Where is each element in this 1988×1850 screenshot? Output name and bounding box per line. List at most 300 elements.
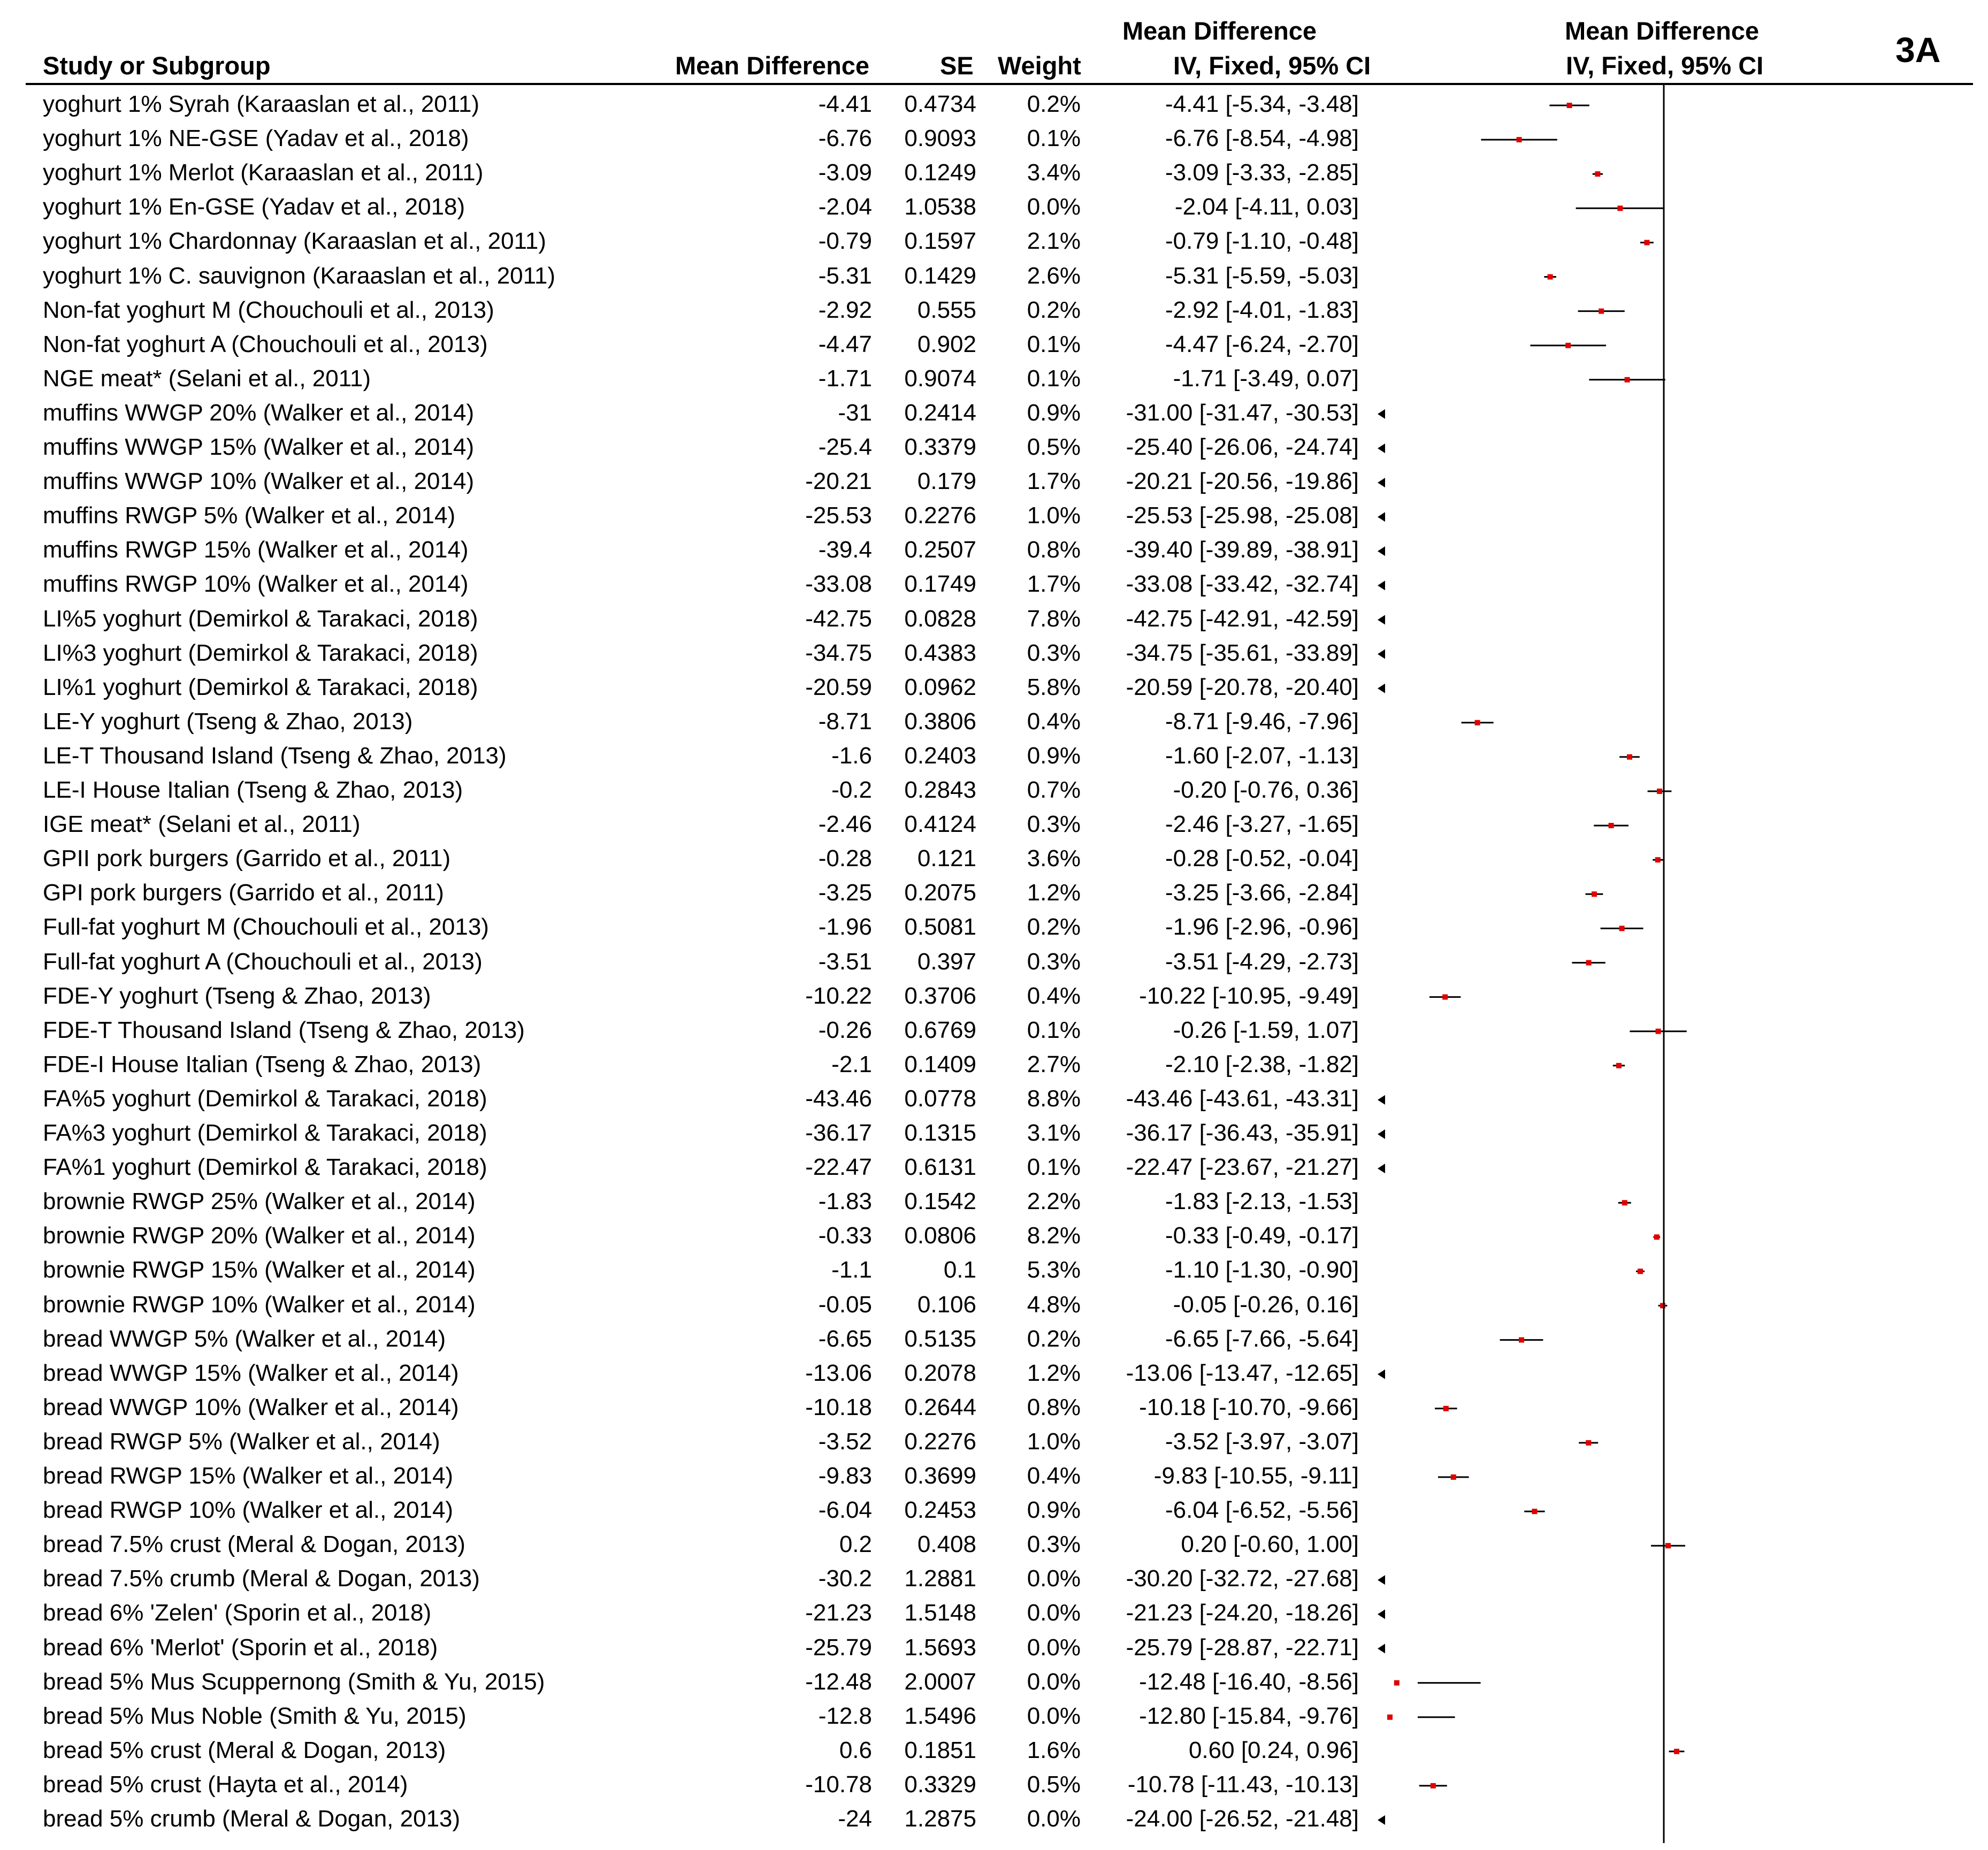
ci-value: -3.25 [-3.66, -2.84] [1165, 880, 1359, 906]
ci-value: -25.79 [-28.87, -22.71] [1126, 1634, 1359, 1661]
point-estimate [1656, 1029, 1661, 1034]
mean-difference-value: -2.92 [818, 296, 872, 323]
study-name: LE-T Thousand Island (Tseng & Zhao, 2013) [43, 742, 507, 769]
point-estimate [1654, 1234, 1660, 1240]
header-weight: Weight [998, 51, 1081, 80]
mean-difference-value: -39.4 [818, 537, 872, 563]
weight-value: 0.3% [1027, 811, 1081, 838]
study-name: LI%3 yoghurt (Demirkol & Tarakaci, 2018) [43, 639, 478, 666]
weight-value: 1.2% [1027, 1359, 1081, 1386]
ci-value: -12.48 [-16.40, -8.56] [1139, 1668, 1359, 1695]
study-name: Non-fat yoghurt A (Chouchouli et al., 2013) [43, 331, 488, 357]
se-value: 0.179 [917, 468, 976, 495]
mean-difference-value: -3.25 [818, 880, 872, 906]
weight-value: 1.0% [1027, 502, 1081, 529]
header-se: SE [940, 51, 974, 80]
ci-value: -21.23 [-24.20, -18.26] [1126, 1600, 1359, 1626]
mean-difference-value: 0.2 [839, 1531, 872, 1558]
se-value: 0.2276 [904, 502, 976, 529]
se-value: 0.1542 [904, 1188, 976, 1215]
study-name: muffins WWGP 10% (Walker et al., 2014) [43, 468, 475, 495]
se-value: 0.1315 [904, 1120, 976, 1146]
point-estimate [1609, 823, 1614, 828]
ci-value: -9.83 [-10.55, -9.11] [1153, 1463, 1359, 1489]
mean-difference-value: -6.76 [818, 125, 872, 152]
point-estimate [1616, 1063, 1622, 1068]
study-name: bread 5% crust (Hayta et al., 2014) [43, 1771, 408, 1798]
se-value: 0.1249 [904, 159, 976, 186]
study-name: bread 5% Mus Noble (Smith & Yu, 2015) [43, 1702, 467, 1729]
mean-difference-value: -20.21 [805, 468, 872, 495]
off-scale-arrow [1378, 1370, 1385, 1379]
study-name: FDE-T Thousand Island (Tseng & Zhao, 2013) [43, 1016, 525, 1043]
mean-difference-value: -1.71 [818, 365, 872, 392]
study-name: brownie RWGP 15% (Walker et al., 2014) [43, 1257, 476, 1283]
mean-difference-value: -8.71 [818, 708, 872, 735]
se-value: 0.902 [917, 331, 976, 357]
mean-difference-value: -0.2 [831, 777, 872, 803]
ci-value: -2.04 [-4.11, 0.03] [1174, 194, 1359, 220]
study-name: yoghurt 1% Merlot (Karaaslan et al., 2011) [43, 159, 484, 186]
weight-value: 0.1% [1027, 1154, 1081, 1181]
study-name: GPII pork burgers (Garrido et al., 2011) [43, 845, 451, 872]
weight-value: 1.0% [1027, 1428, 1081, 1455]
se-value: 0.9093 [904, 125, 976, 152]
se-value: 0.4124 [904, 811, 976, 838]
weight-value: 8.8% [1027, 1085, 1081, 1112]
se-value: 1.2875 [904, 1806, 976, 1832]
weight-value: 0.1% [1027, 331, 1081, 357]
ci-value: -0.33 [-0.49, -0.17] [1165, 1222, 1359, 1249]
se-value: 1.2881 [904, 1565, 976, 1592]
ci-value: -1.83 [-2.13, -1.53] [1165, 1188, 1359, 1215]
weight-value: 4.8% [1027, 1291, 1081, 1318]
weight-value: 0.2% [1027, 914, 1081, 941]
study-name: GPI pork burgers (Garrido et al., 2011) [43, 880, 444, 906]
weight-value: 0.5% [1027, 1771, 1081, 1798]
mean-difference-value: -10.22 [805, 982, 872, 1009]
header-study: Study or Subgroup [43, 51, 271, 80]
weight-value: 0.0% [1027, 194, 1081, 220]
point-estimate [1617, 205, 1623, 211]
ci-value: -6.76 [-8.54, -4.98] [1165, 125, 1359, 152]
mean-difference-value: -36.17 [805, 1120, 872, 1146]
mean-difference-value: -24 [838, 1806, 872, 1832]
weight-value: 1.7% [1027, 468, 1081, 495]
se-value: 0.3329 [904, 1771, 976, 1798]
study-name: FA%1 yoghurt (Demirkol & Tarakaci, 2018) [43, 1154, 487, 1181]
ci-value: -2.92 [-4.01, -1.83] [1165, 296, 1359, 323]
study-name: brownie RWGP 25% (Walker et al., 2014) [43, 1188, 476, 1215]
off-scale-arrow [1378, 1609, 1385, 1619]
off-scale-arrow [1378, 1129, 1385, 1139]
study-name: bread 6% 'Zelen' (Sporin et al., 2018) [43, 1600, 432, 1626]
weight-value: 0.0% [1027, 1565, 1081, 1592]
study-name: bread 7.5% crust (Meral & Dogan, 2013) [43, 1531, 465, 1558]
study-name: FA%5 yoghurt (Demirkol & Tarakaci, 2018) [43, 1085, 487, 1112]
study-name: muffins RWGP 15% (Walker et al., 2014) [43, 537, 469, 563]
se-value: 0.408 [917, 1531, 976, 1558]
se-value: 0.5081 [904, 914, 976, 941]
se-value: 0.106 [917, 1291, 976, 1318]
weight-value: 0.7% [1027, 777, 1081, 803]
weight-value: 5.3% [1027, 1257, 1081, 1283]
point-estimate [1442, 995, 1448, 1000]
ci-value: -24.00 [-26.52, -21.48] [1126, 1806, 1359, 1832]
study-name: FA%3 yoghurt (Demirkol & Tarakaci, 2018) [43, 1120, 487, 1146]
se-value: 0.3379 [904, 434, 976, 460]
study-name: muffins WWGP 20% (Walker et al., 2014) [43, 399, 475, 426]
ci-value: -5.31 [-5.59, -5.03] [1165, 262, 1359, 289]
ci-value: -0.20 [-0.76, 0.36] [1173, 777, 1359, 803]
point-estimate [1586, 1440, 1591, 1446]
point-estimate [1599, 309, 1604, 314]
mean-difference-value: -25.53 [805, 502, 872, 529]
ci-value: -0.26 [-1.59, 1.07] [1173, 1016, 1359, 1043]
mean-difference-value: -22.47 [805, 1154, 872, 1181]
se-value: 0.1749 [904, 571, 976, 598]
mean-difference-value: -6.04 [818, 1497, 872, 1524]
mean-difference-value: -0.26 [818, 1016, 872, 1043]
se-value: 0.3806 [904, 708, 976, 735]
se-value: 0.2276 [904, 1428, 976, 1455]
se-value: 0.2414 [904, 399, 976, 426]
mean-difference-value: -1.96 [818, 914, 872, 941]
mean-difference-value: -2.46 [818, 811, 872, 838]
study-name: bread RWGP 5% (Walker et al., 2014) [43, 1428, 440, 1455]
study-name: bread WWGP 10% (Walker et al., 2014) [43, 1394, 459, 1420]
weight-value: 0.2% [1027, 1325, 1081, 1352]
se-value: 1.5693 [904, 1634, 976, 1661]
weight-value: 0.3% [1027, 639, 1081, 666]
se-value: 0.1597 [904, 228, 976, 255]
ci-value: 0.20 [-0.60, 1.00] [1181, 1531, 1359, 1558]
ci-value: -6.65 [-7.66, -5.64] [1165, 1325, 1359, 1352]
header-mean-difference: Mean Difference [675, 51, 870, 80]
point-estimate [1627, 754, 1632, 760]
header-plot-group: Mean Difference [1565, 17, 1760, 45]
weight-value: 1.7% [1027, 571, 1081, 598]
weight-value: 2.7% [1027, 1051, 1081, 1077]
ci-value: -10.78 [-11.43, -10.13] [1127, 1771, 1359, 1798]
mean-difference-value: -20.59 [805, 674, 872, 700]
se-value: 0.9074 [904, 365, 976, 392]
study-name: bread 5% Mus Scuppernong (Smith & Yu, 2015) [43, 1668, 545, 1695]
se-value: 0.6131 [904, 1154, 976, 1181]
se-value: 0.6769 [904, 1016, 976, 1043]
point-estimate [1519, 1337, 1524, 1343]
point-estimate [1475, 720, 1480, 725]
se-value: 1.5148 [904, 1600, 976, 1626]
ci-value: -1.60 [-2.07, -1.13] [1165, 742, 1359, 769]
study-name: muffins RWGP 5% (Walker et al., 2014) [43, 502, 456, 529]
study-name: Non-fat yoghurt M (Chouchouli et al., 2013) [43, 296, 494, 323]
ci-value: -2.10 [-2.38, -1.82] [1165, 1051, 1359, 1077]
off-scale-arrow [1378, 409, 1385, 419]
study-name: LE-Y yoghurt (Tseng & Zhao, 2013) [43, 708, 413, 735]
weight-value: 0.0% [1027, 1600, 1081, 1626]
se-value: 0.1409 [904, 1051, 976, 1077]
mean-difference-value: -3.09 [818, 159, 872, 186]
ci-value: -1.71 [-3.49, 0.07] [1173, 365, 1359, 392]
ci-value: -8.71 [-9.46, -7.96] [1165, 708, 1359, 735]
point-estimate [1451, 1474, 1456, 1480]
study-name: bread RWGP 10% (Walker et al., 2014) [43, 1497, 454, 1524]
ci-value: -3.51 [-4.29, -2.73] [1165, 948, 1359, 975]
mean-difference-value: -0.33 [818, 1222, 872, 1249]
weight-value: 0.8% [1027, 1394, 1081, 1420]
off-scale-arrow [1378, 478, 1385, 487]
ci-value: -4.47 [-6.24, -2.70] [1165, 331, 1359, 357]
point-estimate [1655, 857, 1661, 862]
study-name: bread 7.5% crumb (Meral & Dogan, 2013) [43, 1565, 480, 1592]
weight-value: 1.2% [1027, 880, 1081, 906]
ci-value: -34.75 [-35.61, -33.89] [1126, 639, 1359, 666]
mean-difference-value: -13.06 [805, 1359, 872, 1386]
point-estimate [1586, 960, 1592, 966]
mean-difference-value: -2.1 [831, 1051, 872, 1077]
weight-value: 3.4% [1027, 159, 1081, 186]
off-scale-arrow [1378, 1164, 1385, 1173]
ci-value: -39.40 [-39.89, -38.91] [1126, 537, 1359, 563]
mean-difference-value: -31 [838, 399, 872, 426]
study-name: bread RWGP 15% (Walker et al., 2014) [43, 1463, 454, 1489]
mean-difference-value: -12.8 [818, 1702, 872, 1729]
weight-value: 0.3% [1027, 948, 1081, 975]
point-estimate [1619, 926, 1625, 931]
weight-value: 0.1% [1027, 1016, 1081, 1043]
point-estimate [1443, 1406, 1449, 1411]
study-name: LI%1 yoghurt (Demirkol & Tarakaci, 2018) [43, 674, 478, 700]
weight-value: 0.9% [1027, 742, 1081, 769]
study-name: NGE meat* (Selani et al., 2011) [43, 365, 371, 392]
study-name: bread 5% crust (Meral & Dogan, 2013) [43, 1737, 446, 1763]
ci-value: -0.79 [-1.10, -0.48] [1165, 228, 1359, 255]
mean-difference-value: -1.6 [831, 742, 872, 769]
point-estimate [1565, 343, 1571, 348]
off-scale-arrow [1378, 512, 1385, 522]
ci-value: -20.59 [-20.78, -20.40] [1126, 674, 1359, 700]
mean-difference-value: -5.31 [818, 262, 872, 289]
weight-value: 7.8% [1027, 605, 1081, 632]
se-value: 0.3706 [904, 982, 976, 1009]
study-name: LE-I House Italian (Tseng & Zhao, 2013) [43, 777, 463, 803]
study-name: FDE-I House Italian (Tseng & Zhao, 2013) [43, 1051, 481, 1077]
se-value: 0.0778 [904, 1085, 976, 1112]
ci-value: -36.17 [-36.43, -35.91] [1126, 1120, 1359, 1146]
se-value: 0.2644 [904, 1394, 976, 1420]
se-value: 0.1429 [904, 262, 976, 289]
ci-value: -3.52 [-3.97, -3.07] [1165, 1428, 1359, 1455]
se-value: 0.4734 [904, 91, 976, 117]
study-name: yoghurt 1% C. sauvignon (Karaaslan et al., 2011) [43, 262, 555, 289]
point-estimate [1625, 377, 1630, 383]
mean-difference-value: -21.23 [805, 1600, 872, 1626]
se-value: 1.0538 [904, 194, 976, 220]
se-value: 0.2078 [904, 1359, 976, 1386]
weight-value: 0.0% [1027, 1702, 1081, 1729]
ci-value: -1.96 [-2.96, -0.96] [1165, 914, 1359, 941]
weight-value: 0.9% [1027, 1497, 1081, 1524]
mean-difference-value: -2.04 [818, 194, 872, 220]
mean-difference-value: -0.28 [818, 845, 872, 872]
off-scale-arrow [1378, 1575, 1385, 1585]
study-name: muffins RWGP 10% (Walker et al., 2014) [43, 571, 469, 598]
se-value: 0.2843 [904, 777, 976, 803]
off-scale-arrow [1378, 546, 1385, 556]
ci-value: -25.40 [-26.06, -24.74] [1126, 434, 1359, 460]
se-value: 2.0007 [904, 1668, 976, 1695]
se-value: 0.5135 [904, 1325, 976, 1352]
mean-difference-value: -30.2 [818, 1565, 872, 1592]
weight-value: 1.6% [1027, 1737, 1081, 1763]
mean-difference-value: -1.83 [818, 1188, 872, 1215]
mean-difference-value: -0.79 [818, 228, 872, 255]
point-estimate [1657, 789, 1662, 794]
off-scale-arrow [1378, 615, 1385, 625]
point-estimate [1644, 240, 1649, 245]
study-name: muffins WWGP 15% (Walker et al., 2014) [43, 434, 475, 460]
weight-value: 2.2% [1027, 1188, 1081, 1215]
ci-value: -13.06 [-13.47, -12.65] [1126, 1359, 1359, 1386]
se-value: 0.0806 [904, 1222, 976, 1249]
study-name: brownie RWGP 10% (Walker et al., 2014) [43, 1291, 476, 1318]
point-estimate [1665, 1543, 1671, 1548]
ci-value: -2.46 [-3.27, -1.65] [1165, 811, 1359, 838]
ci-value: -42.75 [-42.91, -42.59] [1126, 605, 1359, 632]
study-name: brownie RWGP 20% (Walker et al., 2014) [43, 1222, 476, 1249]
se-value: 0.0828 [904, 605, 976, 632]
se-value: 0.1 [943, 1257, 976, 1283]
mean-difference-value: 0.6 [839, 1737, 872, 1763]
study-name: yoghurt 1% Chardonnay (Karaaslan et al., 2011) [43, 228, 546, 255]
study-name: bread WWGP 5% (Walker et al., 2014) [43, 1325, 446, 1352]
ci-value: -31.00 [-31.47, -30.53] [1126, 399, 1359, 426]
point-estimate [1431, 1783, 1436, 1788]
point-estimate [1517, 137, 1522, 142]
mean-difference-value: -25.4 [818, 434, 872, 460]
se-value: 0.2075 [904, 880, 976, 906]
weight-value: 5.8% [1027, 674, 1081, 700]
weight-value: 3.1% [1027, 1120, 1081, 1146]
off-scale-arrow [1378, 649, 1385, 659]
se-value: 0.0962 [904, 674, 976, 700]
mean-difference-value: -3.51 [818, 948, 872, 975]
se-value: 0.4383 [904, 639, 976, 666]
ci-value: -0.05 [-0.26, 0.16] [1173, 1291, 1359, 1318]
study-name: Full-fat yoghurt M (Chouchouli et al., 2013) [43, 914, 489, 941]
ci-value: -43.46 [-43.61, -43.31] [1126, 1085, 1359, 1112]
mean-difference-value: -4.41 [818, 91, 872, 117]
weight-value: 3.6% [1027, 845, 1081, 872]
point-estimate [1548, 274, 1553, 280]
mean-difference-value: -43.46 [805, 1085, 872, 1112]
off-scale-arrow [1378, 1095, 1385, 1105]
study-name: bread 5% crumb (Meral & Dogan, 2013) [43, 1806, 461, 1832]
point-estimate [1592, 891, 1597, 897]
mean-difference-value: -12.48 [805, 1668, 872, 1695]
ci-value: -3.09 [-3.33, -2.85] [1165, 159, 1359, 186]
study-name: yoghurt 1% En-GSE (Yadav et al., 2018) [43, 194, 465, 220]
ci-value: -33.08 [-33.42, -32.74] [1126, 571, 1359, 598]
se-value: 0.397 [917, 948, 976, 975]
study-name: FDE-Y yoghurt (Tseng & Zhao, 2013) [43, 982, 431, 1009]
study-name: yoghurt 1% Syrah (Karaaslan et al., 2011) [43, 91, 480, 117]
mean-difference-value: -10.18 [805, 1394, 872, 1420]
weight-value: 0.0% [1027, 1806, 1081, 1832]
ci-value: -30.20 [-32.72, -27.68] [1126, 1565, 1359, 1592]
point-estimate [1532, 1509, 1537, 1514]
se-value: 0.121 [917, 845, 976, 872]
mean-difference-value: -6.65 [818, 1325, 872, 1352]
weight-value: 0.0% [1027, 1668, 1081, 1695]
point-estimate [1622, 1200, 1627, 1205]
ci-value: -22.47 [-23.67, -21.27] [1126, 1154, 1359, 1181]
weight-value: 0.1% [1027, 365, 1081, 392]
se-value: 0.2453 [904, 1497, 976, 1524]
mean-difference-value: -42.75 [805, 605, 872, 632]
ci-value: -20.21 [-20.56, -19.86] [1126, 468, 1359, 495]
weight-value: 0.2% [1027, 296, 1081, 323]
header-plot-method: IV, Fixed, 95% CI [1566, 51, 1764, 80]
panel-label: 3A [1895, 30, 1941, 70]
header-mean-difference-group: Mean Difference [1122, 17, 1317, 45]
weight-value: 2.1% [1027, 228, 1081, 255]
se-value: 0.3699 [904, 1463, 976, 1489]
mean-difference-value: -33.08 [805, 571, 872, 598]
ci-value: -4.41 [-5.34, -3.48] [1165, 91, 1359, 117]
study-name: bread WWGP 15% (Walker et al., 2014) [43, 1359, 459, 1386]
mean-difference-value: -0.05 [818, 1291, 872, 1318]
off-scale-arrow [1378, 444, 1385, 453]
weight-value: 0.3% [1027, 1531, 1081, 1558]
weight-value: 0.8% [1027, 537, 1081, 563]
header-ci-method: IV, Fixed, 95% CI [1173, 51, 1371, 80]
se-value: 0.1851 [904, 1737, 976, 1763]
weight-value: 0.4% [1027, 982, 1081, 1009]
study-name: Full-fat yoghurt A (Chouchouli et al., 2013) [43, 948, 483, 975]
mean-difference-value: -34.75 [805, 639, 872, 666]
weight-value: 0.1% [1027, 125, 1081, 152]
point-estimate [1387, 1715, 1393, 1720]
point-estimate [1638, 1268, 1643, 1274]
ci-value: -1.10 [-1.30, -0.90] [1165, 1257, 1359, 1283]
point-estimate [1595, 171, 1600, 177]
se-value: 0.2507 [904, 537, 976, 563]
study-name: LI%5 yoghurt (Demirkol & Tarakaci, 2018) [43, 605, 478, 632]
study-name: IGE meat* (Selani et al., 2011) [43, 811, 361, 838]
mean-difference-value: -10.78 [805, 1771, 872, 1798]
ci-value: -10.22 [-10.95, -9.49] [1139, 982, 1359, 1009]
mean-difference-value: -25.79 [805, 1634, 872, 1661]
ci-value: -0.28 [-0.52, -0.04] [1165, 845, 1359, 872]
point-estimate [1394, 1680, 1400, 1686]
off-scale-arrow [1378, 1644, 1385, 1654]
ci-value: -12.80 [-15.84, -9.76] [1139, 1702, 1359, 1729]
off-scale-arrow [1378, 1815, 1385, 1825]
se-value: 0.2403 [904, 742, 976, 769]
ci-value: -10.18 [-10.70, -9.66] [1139, 1394, 1359, 1420]
off-scale-arrow [1378, 580, 1385, 590]
weight-value: 0.5% [1027, 434, 1081, 460]
ci-value: -6.04 [-6.52, -5.56] [1165, 1497, 1359, 1524]
se-value: 0.555 [917, 296, 976, 323]
study-name: yoghurt 1% NE-GSE (Yadav et al., 2018) [43, 125, 469, 152]
weight-value: 0.9% [1027, 399, 1081, 426]
mean-difference-value: -1.1 [831, 1257, 872, 1283]
mean-difference-value: -3.52 [818, 1428, 872, 1455]
weight-value: 0.4% [1027, 1463, 1081, 1489]
